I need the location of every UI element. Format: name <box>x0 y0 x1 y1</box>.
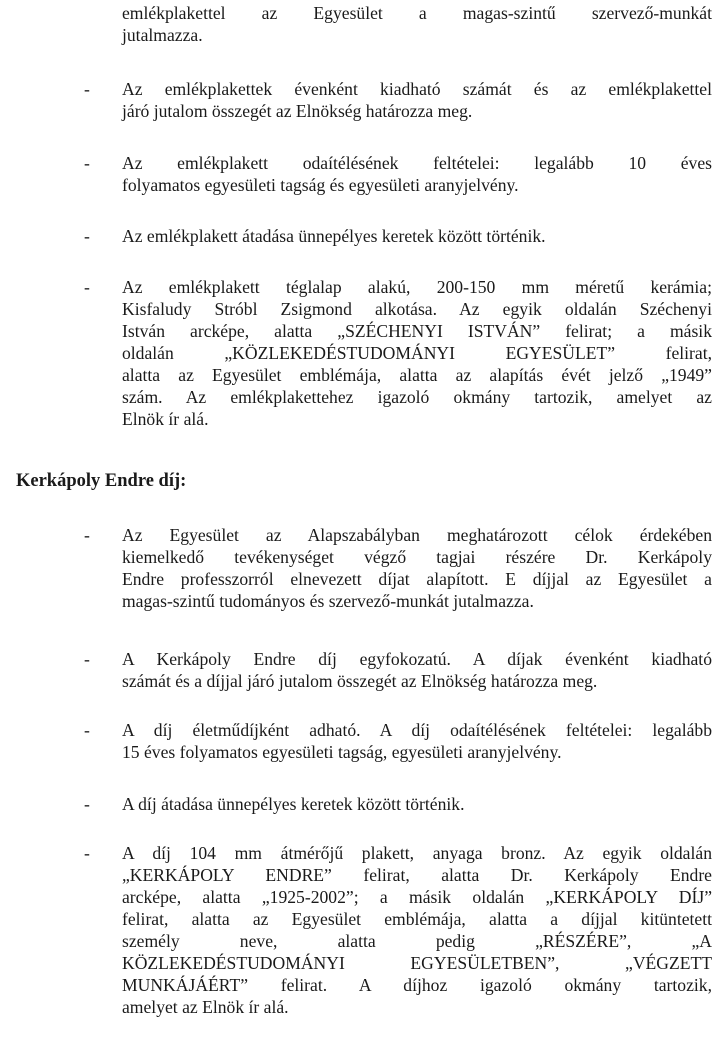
text-line: Az emlékplakett odaítélésének feltételei: legalább 10 éves <box>122 153 712 173</box>
text-line: Az Egyesület az Alapszabályban meghatározott célok érdekében <box>122 525 712 545</box>
text-line: emlékplakettel az Egyesület a magas-szintű szervező-munkát <box>122 3 712 23</box>
list-dash: - <box>84 794 90 814</box>
text-line: folyamatos egyesületi tagság és egyesületi aranyjelvény. <box>122 175 519 195</box>
text-line: oldalán „KÖZLEKEDÉSTUDOMÁNYI EGYESÜLET” felirat, <box>122 343 712 363</box>
text-line: Az emlékplakettek évenként kiadható számát és az emlékplakettel <box>122 79 712 99</box>
list-dash: - <box>84 226 90 246</box>
text-line: számát és a díjjal járó jutalom összegét az Elnökség határozza meg. <box>122 671 598 691</box>
list-dash: - <box>84 525 90 545</box>
text-line: A Kerkápoly Endre díj egyfokozatú. A díjak évenként kiadható <box>122 649 712 669</box>
list-item <box>122 152 712 196</box>
list-item <box>122 793 712 815</box>
text-line: Kisfaludy Stróbl Zsigmond alkotása. Az egyik oldalán Széchenyi <box>122 299 712 319</box>
text-line: magas-szintű tudományos és szervező-munkát jutalmazza. <box>122 591 534 611</box>
text-line: KÖZLEKEDÉSTUDOMÁNYI EGYESÜLETBEN”, „VÉGZETT <box>122 953 712 973</box>
list-dash: - <box>84 277 90 297</box>
text-line: járó jutalom összegét az Elnökség határozza meg. <box>122 101 473 121</box>
text-line: Elnök ír alá. <box>122 409 209 429</box>
list-dash: - <box>84 720 90 740</box>
list-item <box>122 842 712 1018</box>
text-line: A díj 104 mm átmérőjű plakett, anyaga bronz. Az egyik oldalán <box>122 843 712 863</box>
text-line: A díj átadása ünnepélyes keretek között történik. <box>122 794 465 814</box>
text-line: „KERKÁPOLY ENDRE” felirat, alatta Dr. Kerkápoly Endre <box>122 865 712 885</box>
text-line: Az emlékplakett téglalap alakú, 200-150 mm méretű kerámia; <box>122 277 712 297</box>
text-line: Az emlékplakett átadása ünnepélyes keretek között történik. <box>122 226 546 246</box>
text-line: István arcképe, alatta „SZÉCHENYI ISTVÁN” felirat; a másik <box>122 321 712 341</box>
text-line: amelyet az Elnök ír alá. <box>122 997 289 1017</box>
list-dash: - <box>84 649 90 669</box>
text-line: MUNKÁJÁÉRT” felirat. A díjhoz igazoló okmány tartozik, <box>122 975 712 995</box>
list-dash: - <box>84 79 90 99</box>
list-dash: - <box>84 153 90 173</box>
text-line: kiemelkedő tevékenységet végző tagjai részére Dr. Kerkápoly <box>122 547 712 567</box>
intro-paragraph <box>122 2 712 46</box>
list-item <box>122 524 712 612</box>
text-line: 15 éves folyamatos egyesületi tagság, egyesületi aranyjelvény. <box>122 742 562 762</box>
text-line: személy neve, alatta pedig „RÉSZÉRE”, „A <box>122 931 712 951</box>
text-line: felirat, alatta az Egyesület emblémája, alatta a díjjal kitüntetett <box>122 909 712 929</box>
list-item <box>122 225 712 247</box>
list-dash: - <box>84 843 90 863</box>
text-line: szám. Az emlékplakettehez igazoló okmány tartozik, amelyet az <box>122 387 712 407</box>
text-line: arcképe, alatta „1925-2002”; a másik oldalán „KERKÁPOLY DÍJ” <box>122 887 712 907</box>
list-item <box>122 78 712 122</box>
text-line: jutalmazza. <box>122 25 203 45</box>
section-heading: Kerkápoly Endre díj: <box>16 471 187 491</box>
list-item <box>122 648 712 692</box>
text-line: A díj életműdíjként adható. A díj odaítélésének feltételei: legalább <box>122 720 712 740</box>
text-line: alatta az Egyesület emblémája, alatta az alapítás évét jelző „1949” <box>122 365 712 385</box>
list-item <box>122 276 712 430</box>
text-line: Endre professzorról elnevezett díjat alapított. E díjjal az Egyesület a <box>122 569 712 589</box>
list-item <box>122 719 712 763</box>
